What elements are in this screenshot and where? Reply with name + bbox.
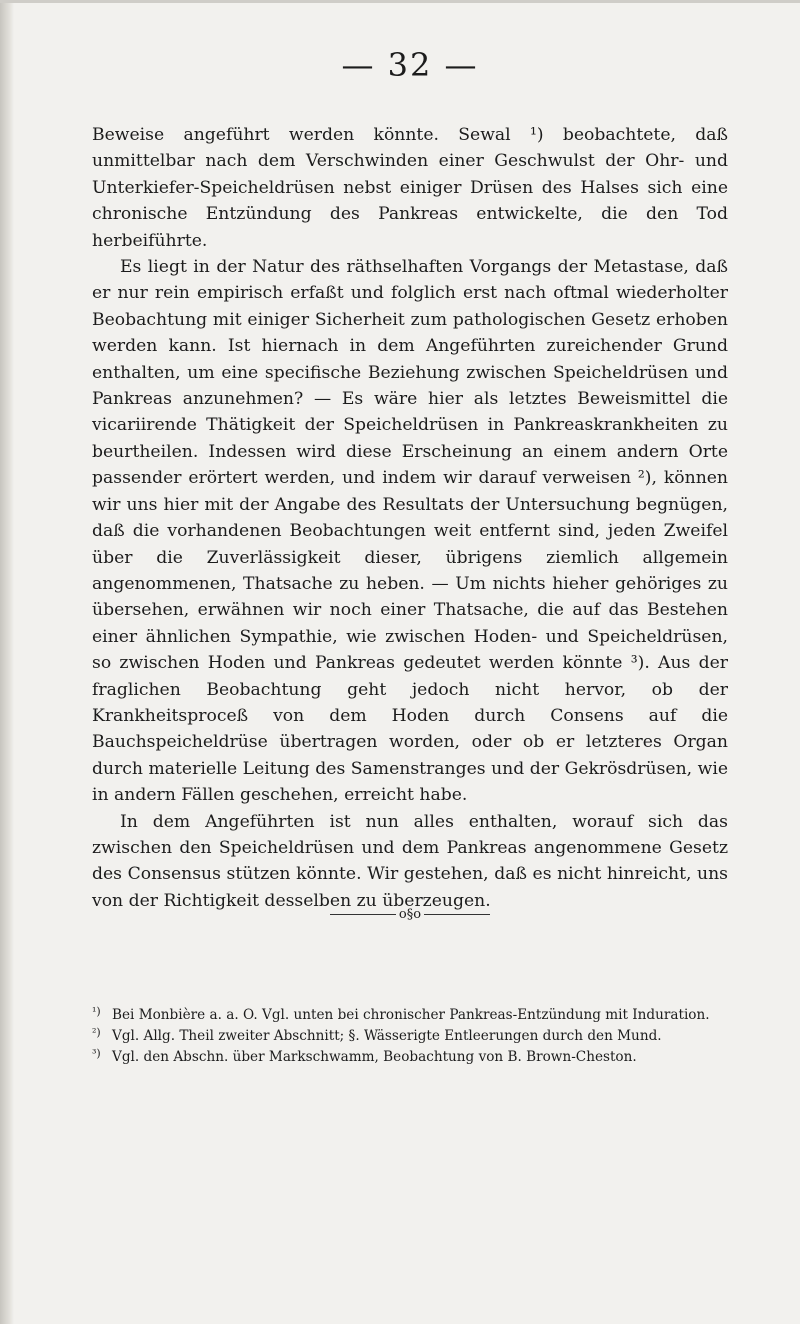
footnote-text: Vgl. Allg. Theil zweiter Abschnitt; §. Wässerigte Entleerungen durch den Mund. bbox=[112, 1028, 662, 1044]
paragraph-3: In dem Angeführten ist nun alles enthalten, worauf sich das zwischen den Speicheldrüsen und dem Pankreas angenommene Gesetz des Consensus stützen könnte. Wir gestehen, daß es nicht hinreicht, uns von der Richtigkeit desselben zu überzeugen. bbox=[92, 811, 728, 911]
section-divider-ornament bbox=[92, 904, 728, 924]
footnote-marker: ²) bbox=[92, 1026, 101, 1039]
page-number: — 32 — bbox=[341, 46, 479, 84]
divider-rule-right bbox=[424, 914, 490, 915]
footnote-2 bbox=[92, 1026, 728, 1047]
paragraph-2: Es liegt in der Natur des räthselhaften Vorgangs der Metastase, daß er nur rein empirisch erfaßt und folglich erst nach oftmal wiederholter Beobachtung mit einiger Sicherheit zum pathologischen Gesetz erhoben werden kann. Ist hiernach in dem Angeführten zureichender Grund enthalten, um eine specifische Beziehung zwischen Speicheldrüsen und Pankreas anzunehmen? — Es wäre hier als letztes Beweismittel die vicariirende Thätigkeit der Speicheldrüsen in Pankreaskrankheiten zu beurtheilen. Indessen wird diese Erscheinung an einem andern Orte passender erörtert werden, und indem wir darauf verweisen ²), können wir uns hier mit der Angabe des Resultats der Untersuchung begnügen, daß die vorhandenen Beobachtungen weit entfernt sind, jeden Zweifel über die Zuverlässigkeit dieser, übrigens ziemlich allgemein angenommenen, Thatsache zu heben. — Um nichts hieher gehöriges zu übersehen, erwähnen wir noch einer Thatsache, die auf das Bestehen einer ähnlichen Sympathie, wie zwischen Hoden- und Speicheldrüsen, so zwischen Hoden und Pankreas gedeutet werden könnte ³). Aus der fraglichen Beobachtung geht jedoch nicht hervor, ob der Krankheitsproceß von dem Hoden durch Consens auf die Bauchspeicheldrüse übertragen worden, oder ob er letzteres Organ durch materielle Leitung des Samenstranges und der Gekrösdrüsen, wie in andern Fällen geschehen, erreicht habe. bbox=[92, 257, 728, 806]
paragraph-1: Beweise angeführt werden könnte. Sewal ¹) beobachtete, daß unmittelbar nach dem Verschwinden einer Geschwulst der Ohr- und Unterkiefer-Speicheldrüsen nebst einiger Drüsen des Halses sich eine chronische Entzündung des Pankreas entwickelte, die den Tod herbeiführte. bbox=[92, 125, 728, 251]
footnote-text: Bei Monbière a. a. O. Vgl. unten bei chronischer Pankreas-Entzündung mit Induration. bbox=[112, 1007, 710, 1023]
footnote-text: Vgl. den Abschn. über Markschwamm, Beobachtung von B. Brown-Cheston. bbox=[112, 1049, 637, 1065]
divider-rule-left bbox=[330, 914, 396, 915]
divider-mark: o§o bbox=[398, 906, 422, 922]
footnote-marker: ³) bbox=[92, 1047, 101, 1060]
footnote-marker: ¹) bbox=[92, 1005, 101, 1018]
footnote-3 bbox=[92, 1047, 728, 1068]
body-text bbox=[92, 122, 728, 914]
footnotes bbox=[92, 1005, 728, 1068]
footnote-1 bbox=[92, 1005, 728, 1026]
book-binding-edge bbox=[0, 0, 14, 1324]
page-top-edge bbox=[0, 0, 800, 3]
